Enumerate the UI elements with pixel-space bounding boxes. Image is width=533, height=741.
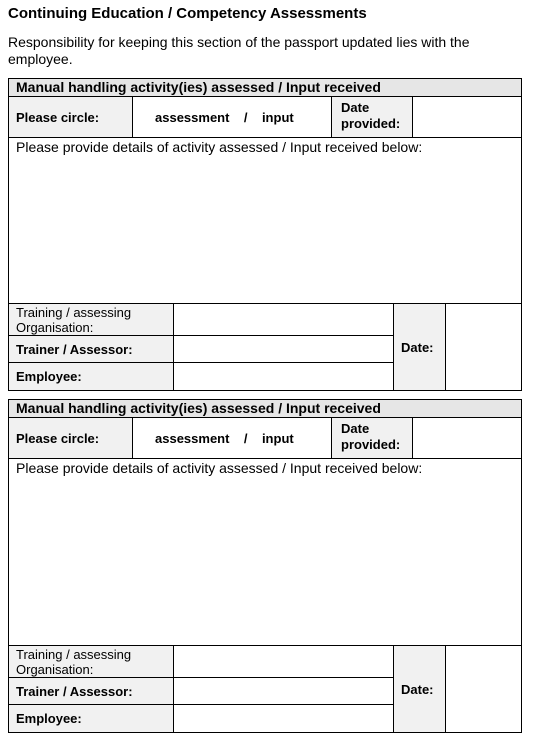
form-header: Manual handling activity(ies) assessed / Input received <box>9 79 521 97</box>
intro-text: Responsibility for keeping this section of the passport updated lies with the employee. <box>8 34 470 67</box>
employee-row <box>9 705 393 732</box>
date-field[interactable] <box>446 304 521 390</box>
date-provided-field[interactable] <box>413 97 521 137</box>
date-label: Date: <box>394 646 446 732</box>
date-provided-label: Date provided: <box>332 97 413 137</box>
employee-field[interactable] <box>174 705 393 732</box>
assessment-input-options[interactable]: assessment / input <box>133 418 332 458</box>
please-circle-label: Please circle: <box>9 97 133 137</box>
signature-block <box>9 646 521 732</box>
employee-label: Employee: <box>9 363 174 390</box>
signature-block <box>9 304 521 390</box>
details-field[interactable]: Please provide details of activity assessed / Input received below: <box>9 459 521 646</box>
employee-label: Employee: <box>9 705 174 732</box>
date-field[interactable] <box>446 646 521 732</box>
trainer-field[interactable] <box>174 678 393 704</box>
page-title: Continuing Education / Competency Assessments <box>8 5 367 22</box>
organisation-field[interactable] <box>174 304 393 335</box>
please-circle-label: Please circle: <box>9 418 133 458</box>
trainer-field[interactable] <box>174 336 393 362</box>
trainer-label: Trainer / Assessor: <box>9 336 174 362</box>
date-provided-label: Date provided: <box>332 418 413 458</box>
organisation-label: Training / assessing Organisation: <box>9 304 174 335</box>
form-header: Manual handling activity(ies) assessed / Input received <box>9 400 521 418</box>
details-field[interactable]: Please provide details of activity assessed / Input received below: <box>9 138 521 304</box>
date-provided-field[interactable] <box>413 418 521 458</box>
trainer-label: Trainer / Assessor: <box>9 678 174 704</box>
organisation-row <box>9 646 393 678</box>
employee-field[interactable] <box>174 363 393 390</box>
employee-row <box>9 363 393 390</box>
trainer-row <box>9 336 393 363</box>
assessment-input-options[interactable]: assessment / input <box>133 97 332 137</box>
organisation-row <box>9 304 393 336</box>
trainer-row <box>9 678 393 705</box>
circle-row <box>9 418 521 459</box>
assessment-form-2 <box>8 399 522 733</box>
date-label: Date: <box>394 304 446 390</box>
circle-row <box>9 97 521 138</box>
organisation-label: Training / assessing Organisation: <box>9 646 174 677</box>
assessment-form-1 <box>8 78 522 391</box>
organisation-field[interactable] <box>174 646 393 677</box>
